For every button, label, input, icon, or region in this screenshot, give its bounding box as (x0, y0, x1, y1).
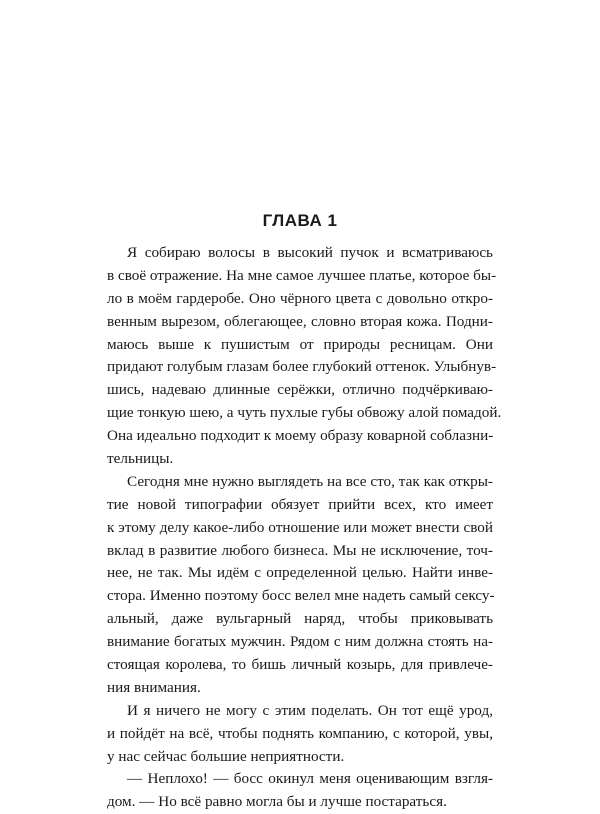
text-line: у нас сейчас большие неприятности. (107, 747, 345, 765)
text-line: придают голубым глазам более глубокий оттенок. Улыбнув- (107, 358, 497, 376)
text-line: Она идеально подходит к моему образу коварной соблазни- (107, 427, 494, 445)
text-line: стора. Именно поэтому босс велел мне надеть самый сексу- (107, 587, 495, 605)
text-line: тие новой типографии обязует прийти всех, кто имеет (107, 495, 493, 513)
body-text (107, 242, 502, 814)
chapter-title: ГЛАВА 1 (262, 211, 338, 230)
text-line: альный, даже вульгарный наряд, чтобы приковывать (107, 610, 493, 628)
text-line: щие тонкую шею, а чуть пухлые губы обвожу алой помадой. (107, 404, 502, 422)
text-line: ния внимания. (107, 678, 201, 696)
text-line: венным вырезом, облегающее, словно вторая кожа. Подни- (107, 312, 493, 330)
text-line: дом. — Но всё равно могла бы и лучше постараться. (107, 793, 447, 811)
text-line: Сегодня мне нужно выглядеть на все сто, так как откры- (127, 472, 493, 490)
text-line: нее, не так. Мы идём с определенной целью. Найти инве- (107, 564, 493, 582)
text-line: к этому делу какое-либо отношение или может внести свой (107, 518, 493, 536)
text-line: тельницы. (107, 450, 174, 468)
text-line: шись, надеваю длинные серёжки, отлично подчёркиваю- (107, 381, 493, 399)
text-line: ло в моём гардеробе. Оно чёрного цвета с довольно откро- (107, 289, 493, 307)
text-line: внимание богатых мужчин. Рядом с ним должна стоять на- (107, 633, 493, 651)
text-line: И я ничего не могу с этим поделать. Он тот ещё урод, (127, 701, 493, 719)
text-line: и пойдёт на всё, чтобы поднять компанию, с которой, увы, (107, 724, 493, 742)
text-line: вклад в развитие любого бизнеса. Мы не исключение, точ- (107, 541, 493, 559)
text-line: — Неплохо! — босс окинул меня оценивающим взгля- (127, 770, 493, 788)
text-line: стоящая королева, то бишь личный козырь, для привлече- (107, 656, 493, 674)
text-line: маюсь выше к пушистым от природы ресницам. Они (107, 335, 493, 353)
text-line: Я собираю волосы в высокий пучок и всматриваюсь (127, 244, 493, 261)
text-line: в своё отражение. На мне самое лучшее платье, которое бы- (107, 266, 497, 284)
